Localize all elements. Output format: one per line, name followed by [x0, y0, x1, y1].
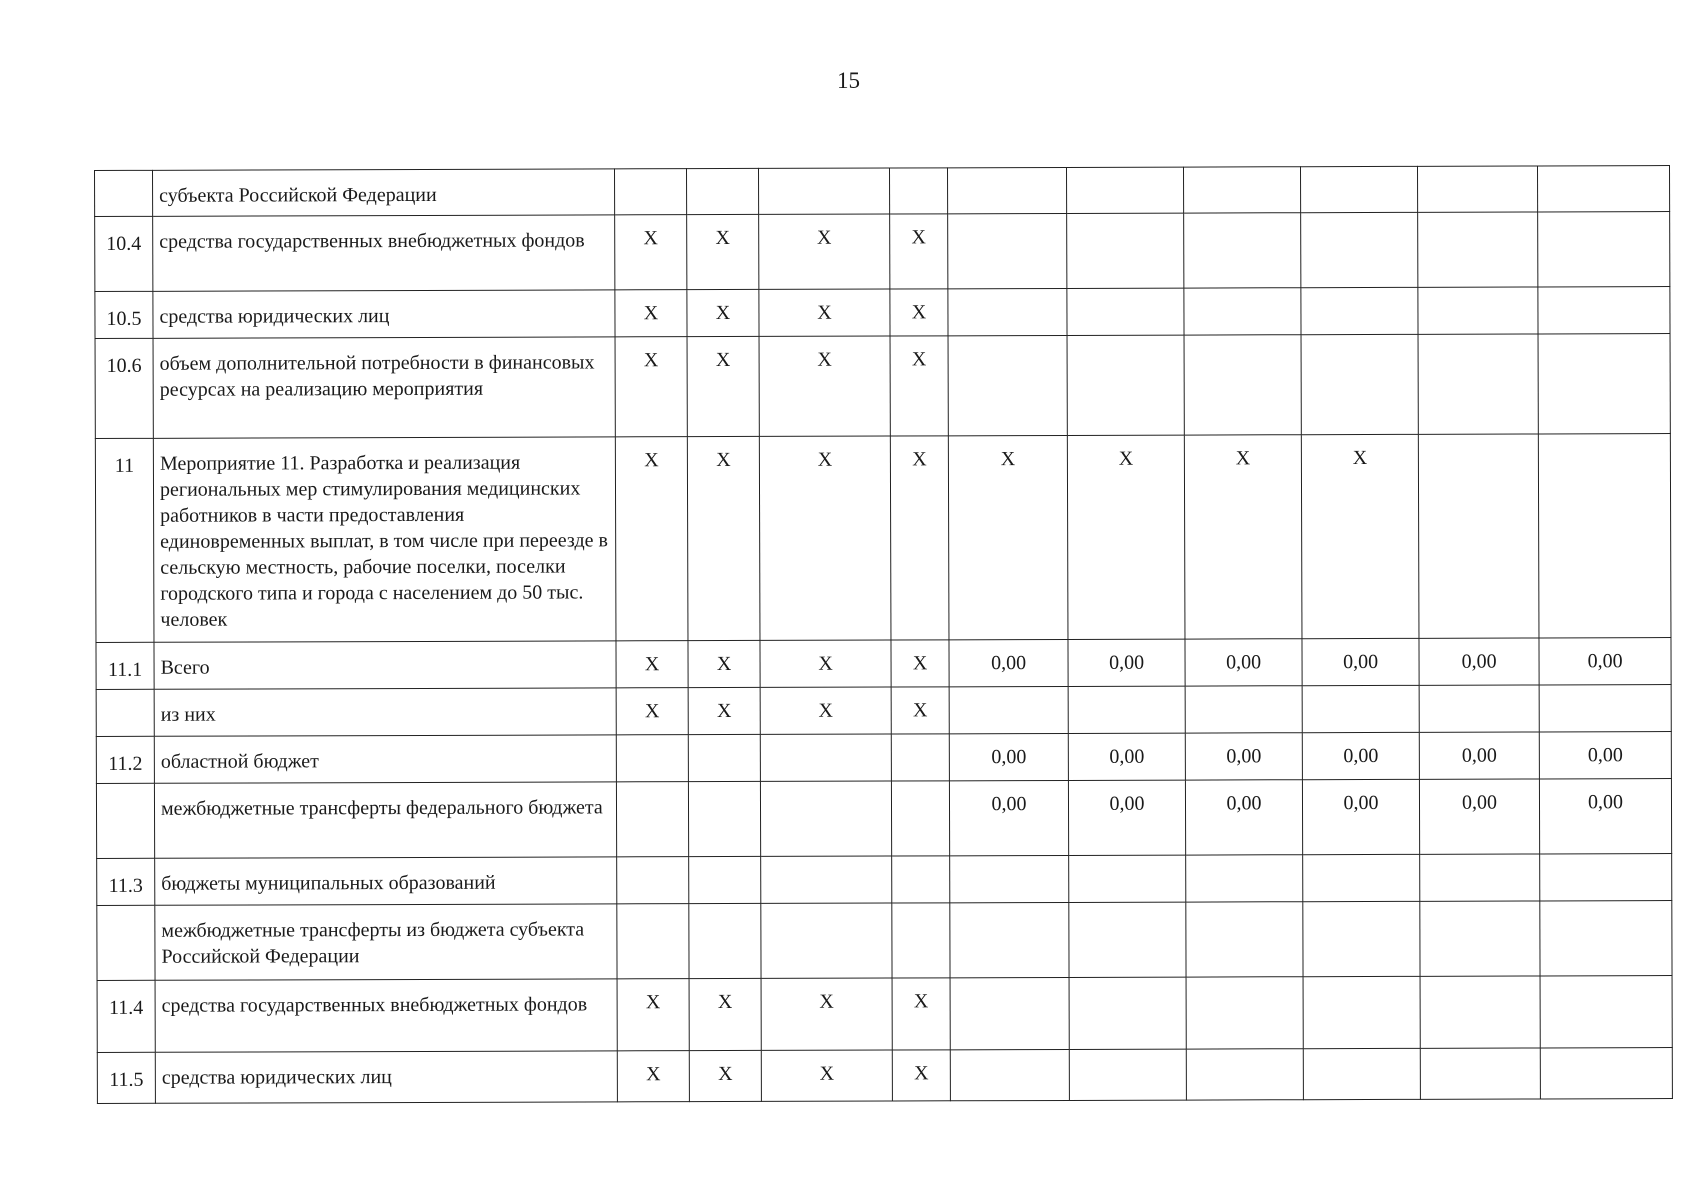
- table-cell: [889, 168, 947, 214]
- row-number: 11.4: [97, 980, 155, 1052]
- table-cell: X: [616, 641, 688, 688]
- table-cell: [614, 169, 686, 215]
- table-cell: 0,00: [1539, 638, 1671, 685]
- table-cell: X: [689, 978, 761, 1050]
- row-number: 10.4: [95, 216, 153, 291]
- table-cell: X: [761, 1050, 892, 1101]
- table-cell: 0,00: [1185, 639, 1302, 686]
- table-cell: [1418, 334, 1538, 434]
- table-cell: [1538, 434, 1671, 638]
- table-cell: X: [687, 436, 760, 640]
- table-cell: 0,00: [949, 639, 1068, 686]
- table-cell: X: [892, 978, 950, 1050]
- table-cell: [1302, 685, 1419, 732]
- table-cell: X: [891, 687, 949, 734]
- table-cell: [949, 686, 1068, 733]
- table-cell: 0,00: [1419, 779, 1539, 854]
- table-cell: [1420, 1048, 1540, 1099]
- table-cell: X: [689, 1050, 761, 1101]
- table-cell: 0,00: [1302, 732, 1419, 779]
- table-cell: [688, 781, 760, 856]
- table-cell: [617, 857, 689, 904]
- table-cell: X: [688, 640, 760, 687]
- table-cell: [1186, 1049, 1303, 1100]
- table-cell: X: [759, 289, 890, 336]
- row-number: 10.5: [95, 291, 153, 338]
- table-cell: [892, 903, 950, 978]
- row-description: Всего: [154, 641, 616, 689]
- table-cell: [1418, 212, 1538, 287]
- table-cell: [1186, 855, 1303, 902]
- table-cell: [1300, 166, 1417, 212]
- row-description: средства государственных внебюджетных фондов: [153, 215, 615, 291]
- table-cell: [1184, 213, 1301, 288]
- row-number: 11.5: [97, 1052, 155, 1103]
- table-cell: X: [890, 214, 948, 289]
- table-cell: X: [617, 1051, 689, 1102]
- row-description: средства государственных внебюджетных фондов: [155, 979, 617, 1052]
- table-cell: [891, 734, 949, 781]
- table-cell: [892, 856, 950, 903]
- table-cell: 0,00: [1539, 779, 1671, 854]
- table-cell: [948, 335, 1067, 435]
- table-row: [97, 901, 1672, 981]
- table-cell: [1303, 854, 1420, 901]
- table-cell: [1540, 901, 1672, 976]
- table-cell: [1301, 334, 1418, 434]
- table-cell: X: [890, 289, 948, 336]
- table-cell: X: [688, 687, 760, 734]
- table-cell: [948, 288, 1067, 335]
- table-cell: X: [615, 290, 687, 337]
- table-cell: X: [687, 336, 759, 436]
- table-cell: 0,00: [1068, 639, 1185, 686]
- row-description: средства юридических лиц: [155, 1051, 617, 1103]
- table-cell: [1067, 335, 1184, 435]
- table-cell: [689, 856, 761, 903]
- table-cell: [760, 781, 891, 856]
- row-number: 11.1: [96, 642, 154, 689]
- table-cell: [1069, 1049, 1186, 1100]
- table-cell: [950, 1049, 1069, 1100]
- table-cell: [1540, 854, 1672, 901]
- table-cell: [1419, 685, 1539, 732]
- table-cell: X: [687, 289, 759, 336]
- row-description: из них: [154, 688, 616, 736]
- table-cell: 0,00: [1539, 732, 1671, 779]
- table-cell: [1417, 166, 1537, 212]
- table-cell: [950, 902, 1069, 977]
- financing-table: [94, 165, 1673, 1104]
- row-description: межбюджетные трансферты федерального бюджета: [154, 782, 616, 858]
- row-description: субъекта Российской Федерации: [153, 169, 615, 216]
- table-cell: 0,00: [1185, 780, 1302, 855]
- row-description: Мероприятие 11. Разработка и реализация региональных мер стимулирования медицинских работников в части предоставления единовременных выплат, в том числе при переезде в сельскую местность, рабочие поселки, поселки городского типа и города с населением до 50 тыс. человек: [153, 437, 616, 642]
- table-cell: X: [761, 978, 892, 1050]
- table-cell: [1420, 976, 1540, 1048]
- table-row: [95, 287, 1670, 339]
- table-cell: [1186, 902, 1303, 977]
- table-cell: X: [615, 437, 688, 641]
- table-cell: [1420, 901, 1540, 976]
- table-cell: [688, 734, 760, 781]
- table-cell: [1537, 166, 1669, 212]
- table-cell: [1538, 334, 1670, 434]
- table-cell: [1540, 1048, 1672, 1099]
- table-cell: X: [760, 640, 891, 687]
- table-cell: X: [1184, 435, 1302, 639]
- table-cell: [616, 782, 688, 857]
- table-cell: 0,00: [1302, 638, 1419, 685]
- table-cell: [761, 856, 892, 903]
- table-cell: [1184, 335, 1301, 435]
- table-cell: [1066, 167, 1183, 213]
- table-cell: [616, 735, 688, 782]
- table-cell: [1538, 287, 1670, 334]
- table-cell: [1184, 288, 1301, 335]
- table-cell: [689, 903, 761, 978]
- row-number: [96, 689, 154, 736]
- table-cell: [1538, 212, 1670, 287]
- table-cell: [1301, 212, 1418, 287]
- table-cell: [891, 781, 949, 856]
- table-cell: [617, 904, 689, 979]
- row-description: объем дополнительной потребности в финансовых ресурсах на реализацию мероприятия: [153, 337, 615, 438]
- table-cell: 0,00: [1302, 779, 1419, 854]
- row-number: [97, 905, 155, 980]
- row-number: 11.3: [97, 858, 155, 905]
- row-number: 10.6: [95, 338, 153, 438]
- table-cell: X: [759, 214, 890, 289]
- table-row: [96, 638, 1671, 690]
- table-cell: X: [687, 214, 759, 289]
- table-cell: [1420, 854, 1540, 901]
- table-cell: [761, 903, 892, 978]
- table-cell: [1540, 976, 1672, 1048]
- table-cell: X: [1067, 435, 1185, 639]
- table-row: [96, 779, 1671, 859]
- table-row: [95, 334, 1670, 439]
- table-row: [96, 732, 1671, 784]
- table-cell: 0,00: [949, 733, 1068, 780]
- table-cell: 0,00: [949, 780, 1068, 855]
- row-description: бюджеты муниципальных образований: [155, 857, 617, 905]
- table-cell: 0,00: [1419, 638, 1539, 685]
- table-row: [96, 685, 1671, 737]
- table-cell: [947, 167, 1066, 213]
- table-cell: X: [892, 1050, 950, 1101]
- table-cell: [1067, 288, 1184, 335]
- table-cell: X: [890, 436, 949, 640]
- table-cell: X: [617, 979, 689, 1051]
- table-cell: X: [948, 435, 1068, 639]
- table-cell: [1183, 167, 1300, 213]
- table-cell: 0,00: [1185, 733, 1302, 780]
- row-number: [96, 783, 154, 858]
- table-cell: [1418, 434, 1539, 638]
- page-number: 15: [837, 68, 860, 93]
- row-description: межбюджетные трансферты из бюджета субъекта Российской Федерации: [155, 904, 617, 980]
- table-cell: [1418, 287, 1538, 334]
- table-cell: X: [759, 436, 891, 640]
- table-cell: X: [759, 336, 890, 436]
- table-cell: 0,00: [1419, 732, 1539, 779]
- table-cell: X: [760, 687, 891, 734]
- table-cell: X: [890, 336, 948, 436]
- table-cell: [760, 734, 891, 781]
- table-cell: [1301, 287, 1418, 334]
- table-cell: [1303, 1048, 1420, 1099]
- table-cell: X: [615, 215, 687, 290]
- table-cell: [1067, 213, 1184, 288]
- row-number: 11: [95, 438, 154, 642]
- table-row: [97, 976, 1672, 1053]
- table-cell: X: [1301, 434, 1419, 638]
- row-description: средства юридических лиц: [153, 290, 615, 338]
- row-description: областной бюджет: [154, 735, 616, 783]
- table-cell: [758, 168, 889, 214]
- table-cell: [1539, 685, 1671, 732]
- table-cell: [686, 168, 758, 214]
- table-cell: [1186, 977, 1303, 1049]
- row-number: 11.2: [96, 736, 154, 783]
- table-cell: 0,00: [1068, 733, 1185, 780]
- table-cell: [1068, 686, 1185, 733]
- table-cell: 0,00: [1068, 780, 1185, 855]
- table-row: [95, 166, 1670, 217]
- table-cell: [1069, 855, 1186, 902]
- table-cell: [1069, 902, 1186, 977]
- table-cell: [950, 855, 1069, 902]
- table-cell: X: [891, 640, 949, 687]
- row-number: [95, 170, 153, 216]
- table-row: [95, 212, 1670, 292]
- table-cell: X: [616, 688, 688, 735]
- table-cell: [948, 213, 1067, 288]
- table-cell: [950, 977, 1069, 1049]
- table-row: [97, 854, 1672, 906]
- table-row: [95, 434, 1671, 643]
- table-cell: [1185, 686, 1302, 733]
- table-cell: X: [615, 337, 687, 437]
- table-cell: [1303, 976, 1420, 1048]
- table-row: [97, 1048, 1672, 1104]
- table-cell: [1303, 901, 1420, 976]
- table-cell: [1069, 977, 1186, 1049]
